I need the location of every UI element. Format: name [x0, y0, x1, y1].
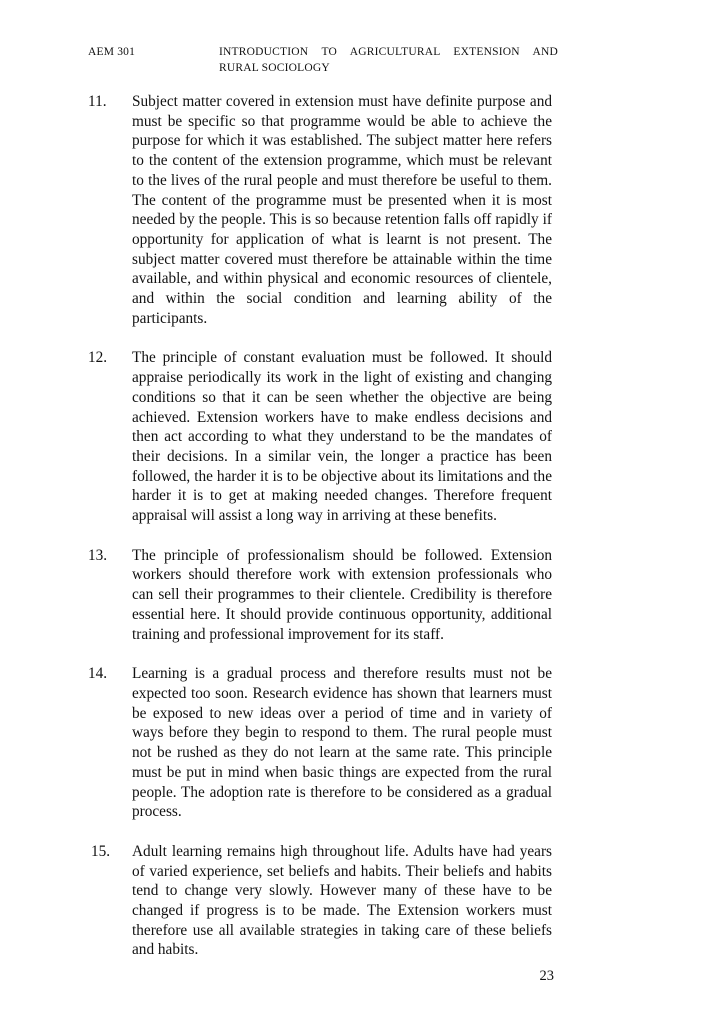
item-number: 13.: [88, 546, 108, 564]
item-text: Learning is a gradual process and therefore results must not be expected too soon. Research evidence has shown that learners must be exposed to new ideas over a period of time and in variety of ways before they begin to respond to them. The rural people must not be rushed as they do not learn at the same rate. This principle must be put in mind when basic things are expected from the rural people. The adoption rate is therefore to be considered as a gradual process.: [132, 665, 552, 821]
item-number: 11.: [88, 93, 107, 110]
item-text: The principle of constant evaluation must be followed. It should appraise periodically its work in the light of existing and changing conditions so that it can be seen whether the objective are being achieved. Extension workers have to make endless decisions and then act according to what they understand to be the mandates of their decisions. In a similar vein, the longer a practice has been followed, the harder it is to be objective about its limitations and the harder it is to get at making needed changes. Therefore frequent appraisal will assist a long way in arriving at these benefits.: [132, 349, 552, 525]
list-item: [88, 92, 552, 328]
list-item: [88, 546, 552, 645]
list-item: [88, 348, 552, 525]
list-item: [88, 842, 552, 960]
item-number: 14.: [88, 665, 108, 683]
item-text: Adult learning remains high throughout life. Adults have had years of varied experience, set beliefs and habits. Their beliefs and habits tend to change very slowly. However many of these have to be changed if progress is to be made. The Extension workers must therefore use all available strategies in taking care of these beliefs and habits.: [132, 842, 552, 959]
course-title: INTRODUCTION TO AGRICULTURAL EXTENSION AND RURAL SOCIOLOGY: [219, 46, 558, 74]
course-code: AEM 301: [88, 46, 136, 58]
page-number: 23: [539, 968, 554, 984]
item-number: 15.: [91, 842, 111, 860]
item-number: 12.: [88, 349, 108, 367]
item-text: Subject matter covered in extension must have definite purpose and must be specific so that programme would be able to achieve the purpose for which it was established. The subject matter here refers to the content of the extension programme, which must be relevant to the lives of the rural people and must therefore be useful to them. The content of the programme must be presented when it is most needed by the people. This is so because retention falls off rapidly if opportunity for application of what is learnt is not present. The subject matter covered must therefore be attainable within the time available, and within physical and economic resources of clientele, and within the social condition and learning ability of the participants.: [132, 93, 552, 327]
list-item: [88, 664, 552, 822]
item-text: The principle of professionalism should be followed. Extension workers should therefore work with extension professionals who can sell their programmes to their clientele. Credibility is therefore essential here. It should provide continuous opportunity, additional training and professional improvement for its staff.: [132, 546, 552, 643]
numbered-list: [88, 92, 552, 980]
